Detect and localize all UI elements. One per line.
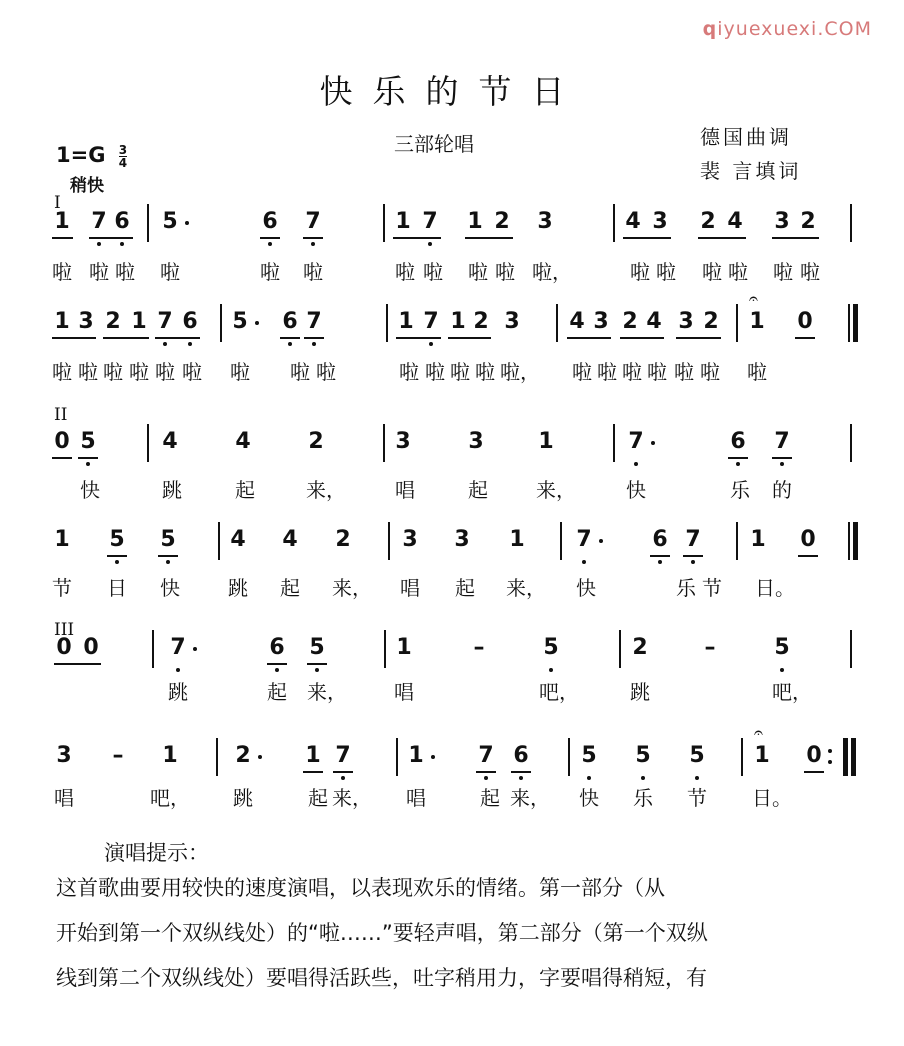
low-octave-dot xyxy=(97,242,101,246)
underline-beam xyxy=(307,663,327,665)
underline-beam xyxy=(465,237,513,239)
part-label-1: I xyxy=(54,193,61,213)
lyric-syllable: 啦 xyxy=(450,360,470,384)
low-octave-dot xyxy=(341,776,345,780)
lyric-syllable: 啦 xyxy=(316,360,336,384)
note: 1 xyxy=(396,635,412,660)
underline-beam xyxy=(267,663,287,665)
lyric-syllable: 日。 xyxy=(752,786,792,810)
bar-line xyxy=(850,630,852,668)
note: 1 xyxy=(749,309,765,334)
note: 3 xyxy=(402,527,418,552)
lyric-syllable: 起 xyxy=(235,478,255,502)
note: 5 xyxy=(160,527,176,552)
lyric-syllable: 啦 xyxy=(160,260,180,284)
bar-line xyxy=(560,522,562,560)
lyric-syllable: 啦 xyxy=(423,260,443,284)
lyric-syllable: 啦 xyxy=(674,360,694,384)
lyric-syllable: 起 xyxy=(468,478,488,502)
note: 7 xyxy=(774,429,790,454)
lyric-syllable: 啦 xyxy=(728,260,748,284)
note: 6 xyxy=(730,429,746,454)
lyric-syllable: 唱 xyxy=(406,786,426,810)
lyric-syllable: 啦 xyxy=(800,260,820,284)
underline-beam xyxy=(728,457,748,459)
lyric-syllable: 啦 xyxy=(468,260,488,284)
note: 6 xyxy=(114,209,130,234)
note: 0 xyxy=(806,743,822,768)
note: 2 xyxy=(105,309,121,334)
underline-beam xyxy=(676,337,721,339)
lyric-syllable: 啦， xyxy=(532,260,572,284)
lyric-syllable: 啦 xyxy=(115,260,135,284)
underline-beam xyxy=(54,663,101,665)
note: 7 xyxy=(422,209,438,234)
note: 1 xyxy=(131,309,147,334)
note: 1 xyxy=(54,209,70,234)
low-octave-dot xyxy=(780,462,784,466)
bar-line xyxy=(220,304,222,342)
part-label-2: II xyxy=(54,405,68,425)
note: 3 xyxy=(593,309,609,334)
note: 3 xyxy=(454,527,470,552)
note: 4 xyxy=(646,309,662,334)
lyric-syllable: 来， xyxy=(332,576,372,600)
lyric-syllable: 啦 xyxy=(495,260,515,284)
low-octave-dot xyxy=(163,342,167,346)
lyric-syllable: 快 xyxy=(626,478,646,502)
bar-line xyxy=(388,522,390,560)
underline-beam xyxy=(303,771,323,773)
note: 3 xyxy=(678,309,694,334)
bar-line xyxy=(218,522,220,560)
note: 3 xyxy=(774,209,790,234)
note: 5 xyxy=(232,309,248,334)
note: 4 xyxy=(282,527,298,552)
lyrics-credit: 裴 言填词 xyxy=(700,159,802,183)
time-bottom: 4 xyxy=(118,155,128,170)
lyric-syllable: 啦 xyxy=(700,360,720,384)
note: 2 xyxy=(622,309,638,334)
lyric-syllable: 来， xyxy=(510,786,550,810)
lyric-syllable: 啦 xyxy=(103,360,123,384)
note: 5 xyxy=(774,635,790,660)
repeat-dot xyxy=(828,749,832,753)
lyric-syllable: 啦 xyxy=(475,360,495,384)
lyric-syllable: 啦 xyxy=(78,360,98,384)
site-watermark: qiyuexuexi.COM xyxy=(702,18,872,40)
lyric-syllable: 吧， xyxy=(150,786,190,810)
lyric-syllable: 唱 xyxy=(400,576,420,600)
underline-beam xyxy=(511,771,531,773)
bar-line xyxy=(736,304,738,342)
bar-line xyxy=(568,738,570,776)
lyric-syllable: 啦 xyxy=(395,260,415,284)
lyric-syllable: 来， xyxy=(332,786,372,810)
note: – xyxy=(112,743,124,768)
lyric-syllable: 乐 xyxy=(633,786,653,810)
lyric-syllable: 啦 xyxy=(597,360,617,384)
bar-line xyxy=(216,738,218,776)
note: – xyxy=(473,635,485,660)
lyric-syllable: 唱 xyxy=(54,786,74,810)
low-octave-dot xyxy=(484,776,488,780)
note: 1 xyxy=(754,743,770,768)
lyric-syllable: 快 xyxy=(579,786,599,810)
lyric-syllable: 啦 xyxy=(290,360,310,384)
lyric-syllable: 啦 xyxy=(52,360,72,384)
repeat-dot xyxy=(828,760,832,764)
lyric-syllable: 吧， xyxy=(539,680,579,704)
underline-beam xyxy=(89,237,133,239)
lyric-syllable: 唱 xyxy=(395,478,415,502)
note: 3 xyxy=(537,209,553,234)
tips-heading: 演唱提示： xyxy=(104,841,209,865)
lyric-syllable: 跳 xyxy=(233,786,253,810)
lyric-syllable: 啦 xyxy=(647,360,667,384)
note: 7 xyxy=(685,527,701,552)
underline-beam xyxy=(772,457,792,459)
bar-line xyxy=(386,304,388,342)
lyric-syllable: 来， xyxy=(506,576,546,600)
lyric-syllable: 节 xyxy=(52,576,72,600)
time-signature xyxy=(119,144,127,169)
note: 2 xyxy=(494,209,510,234)
lyric-syllable: 乐 xyxy=(676,576,696,600)
note: 5 xyxy=(581,743,597,768)
lyric-syllable: 起 xyxy=(480,786,500,810)
lyric-syllable: 乐 xyxy=(730,478,750,502)
underline-beam xyxy=(567,337,611,339)
low-octave-dot xyxy=(587,776,591,780)
low-octave-dot xyxy=(582,560,586,564)
note: 6 xyxy=(652,527,668,552)
underline-beam xyxy=(683,555,703,557)
lyric-syllable: 来， xyxy=(306,478,346,502)
note: 7 xyxy=(423,309,439,334)
note: 4 xyxy=(162,429,178,454)
underline-beam xyxy=(52,457,72,459)
note: 4 xyxy=(230,527,246,552)
lyric-syllable: 啦 xyxy=(89,260,109,284)
note: 2 xyxy=(235,743,251,768)
lyric-syllable: 跳 xyxy=(228,576,248,600)
note: 2 xyxy=(632,635,648,660)
bar-line xyxy=(619,630,621,668)
underline-beam xyxy=(103,337,149,339)
note: 0 xyxy=(83,635,99,660)
note: 0 xyxy=(56,635,72,660)
note: 1 xyxy=(162,743,178,768)
underline-beam xyxy=(155,337,200,339)
low-octave-dot xyxy=(115,560,119,564)
note: 1 xyxy=(54,527,70,552)
lyric-syllable: 啦 xyxy=(182,360,202,384)
low-octave-dot xyxy=(288,342,292,346)
note: 1 xyxy=(54,309,70,334)
note: 5 xyxy=(162,209,178,234)
lyric-syllable: 啦 xyxy=(155,360,175,384)
note: 1 xyxy=(467,209,483,234)
music-credit: 德国曲调 xyxy=(700,125,792,149)
low-octave-dot xyxy=(315,668,319,672)
time-top: 3 xyxy=(118,142,128,157)
underline-beam xyxy=(650,555,670,557)
low-octave-dot xyxy=(86,462,90,466)
note: 4 xyxy=(625,209,641,234)
final-bar-line xyxy=(853,304,858,342)
low-octave-dot xyxy=(658,560,662,564)
note: 3 xyxy=(395,429,411,454)
final-bar-line xyxy=(843,738,848,776)
bar-line xyxy=(741,738,743,776)
note: 5 xyxy=(109,527,125,552)
bar-line xyxy=(848,522,850,560)
tempo-marking: 稍快 xyxy=(70,176,104,196)
note: 7 xyxy=(335,743,351,768)
lyric-syllable: 啦 xyxy=(399,360,419,384)
note: 1 xyxy=(750,527,766,552)
low-octave-dot xyxy=(519,776,523,780)
note: 3 xyxy=(78,309,94,334)
lyric-syllable: 啦 xyxy=(572,360,592,384)
lyric-syllable: 跳 xyxy=(630,680,650,704)
final-bar-line xyxy=(851,738,856,776)
low-octave-dot xyxy=(695,776,699,780)
underline-beam xyxy=(798,555,818,557)
low-octave-dot xyxy=(268,242,272,246)
note: 5 xyxy=(689,743,705,768)
underline-beam xyxy=(260,237,280,239)
underline-beam xyxy=(476,771,496,773)
note: 6 xyxy=(513,743,529,768)
final-bar-line xyxy=(853,522,858,560)
low-octave-dot xyxy=(780,668,784,672)
low-octave-dot xyxy=(429,342,433,346)
note: 7 xyxy=(628,429,644,454)
low-octave-dot xyxy=(641,776,645,780)
note: 2 xyxy=(473,309,489,334)
song-subtitle: 三部轮唱 xyxy=(394,132,474,156)
underline-beam xyxy=(78,457,98,459)
low-octave-dot xyxy=(312,342,316,346)
underline-beam xyxy=(280,337,300,339)
lyric-syllable: 啦 xyxy=(425,360,445,384)
underline-beam xyxy=(393,237,441,239)
note: 1 xyxy=(408,743,424,768)
low-octave-dot xyxy=(428,242,432,246)
underline-beam xyxy=(623,237,671,239)
lyric-syllable: 吧， xyxy=(772,680,812,704)
page-crop-edge xyxy=(0,1008,904,1041)
lyric-syllable: 唱 xyxy=(394,680,414,704)
low-octave-dot xyxy=(691,560,695,564)
key-signature xyxy=(56,143,127,169)
song-title: 快乐的节日 xyxy=(319,72,585,111)
note: 1 xyxy=(509,527,525,552)
lyric-syllable: 起 xyxy=(280,576,300,600)
note: 2 xyxy=(700,209,716,234)
bar-line xyxy=(147,424,149,462)
lyric-syllable: 啦 xyxy=(630,260,650,284)
low-octave-dot xyxy=(634,462,638,466)
lyric-syllable: 跳 xyxy=(162,478,182,502)
note: 6 xyxy=(282,309,298,334)
fermata-icon: 𝄐 xyxy=(749,289,758,308)
note: 3 xyxy=(652,209,668,234)
bar-line xyxy=(556,304,558,342)
note: 3 xyxy=(504,309,520,334)
note: 7 xyxy=(157,309,173,334)
note: 5 xyxy=(309,635,325,660)
lyric-syllable: 啦 xyxy=(773,260,793,284)
underline-beam xyxy=(333,771,353,773)
note: 4 xyxy=(235,429,251,454)
underline-beam xyxy=(772,237,819,239)
note: 6 xyxy=(182,309,198,334)
note: 0 xyxy=(797,309,813,334)
underline-beam xyxy=(52,337,96,339)
low-octave-dot xyxy=(275,668,279,672)
underline-beam xyxy=(620,337,664,339)
low-octave-dot xyxy=(188,342,192,346)
bar-line xyxy=(383,424,385,462)
note: 7 xyxy=(306,309,322,334)
note: 6 xyxy=(269,635,285,660)
lyric-syllable: 来， xyxy=(307,680,347,704)
note: 2 xyxy=(800,209,816,234)
note: 5 xyxy=(80,429,96,454)
lyric-syllable: 啦 xyxy=(260,260,280,284)
lyric-syllable: 起 xyxy=(267,680,287,704)
bar-line xyxy=(613,424,615,462)
lyric-syllable: 日。 xyxy=(755,576,795,600)
lyric-syllable: 啦 xyxy=(622,360,642,384)
bar-line xyxy=(147,204,149,242)
lyric-syllable: 日 xyxy=(107,576,127,600)
note: 7 xyxy=(478,743,494,768)
bar-line xyxy=(384,630,386,668)
note: 7 xyxy=(91,209,107,234)
augmentation-dot xyxy=(431,755,435,759)
underline-beam xyxy=(804,771,824,773)
lyric-syllable: 啦， xyxy=(500,360,540,384)
note: 5 xyxy=(635,743,651,768)
augmentation-dot xyxy=(599,539,603,543)
lyric-syllable: 啦 xyxy=(747,360,767,384)
tips-line-3: 线到第二个双纵线处）要唱得活跃些，吐字稍用力，字要唱得稍短，有 xyxy=(56,966,707,990)
part-label-3: III xyxy=(54,620,75,640)
augmentation-dot xyxy=(193,647,197,651)
note: 1 xyxy=(450,309,466,334)
augmentation-dot xyxy=(255,321,259,325)
lyric-syllable: 啦 xyxy=(129,360,149,384)
low-octave-dot xyxy=(549,668,553,672)
lyric-syllable: 节 xyxy=(687,786,707,810)
tips-line-2: 开始到第一个双纵线处）的“啦……”要轻声唱，第二部分（第一个双纵 xyxy=(56,921,708,945)
underline-beam xyxy=(304,337,324,339)
lyric-syllable: 节 xyxy=(702,576,722,600)
low-octave-dot xyxy=(176,668,180,672)
bar-line xyxy=(850,204,852,242)
lyric-syllable: 快 xyxy=(160,576,180,600)
note: 6 xyxy=(262,209,278,234)
underline-beam xyxy=(795,337,815,339)
bar-line xyxy=(848,304,850,342)
lyric-syllable: 啦 xyxy=(230,360,250,384)
note: 7 xyxy=(170,635,186,660)
underline-beam xyxy=(396,337,441,339)
lyric-syllable: 跳 xyxy=(168,680,188,704)
note: 0 xyxy=(54,429,70,454)
augmentation-dot xyxy=(258,755,262,759)
fermata-icon: 𝄐 xyxy=(754,723,763,742)
key-text: 1=G xyxy=(56,143,106,167)
note: 3 xyxy=(56,743,72,768)
note: 3 xyxy=(468,429,484,454)
low-octave-dot xyxy=(311,242,315,246)
lyric-syllable: 快 xyxy=(576,576,596,600)
lyric-syllable: 快 xyxy=(80,478,100,502)
underline-beam xyxy=(303,237,323,239)
augmentation-dot xyxy=(651,441,655,445)
low-octave-dot xyxy=(166,560,170,564)
lyric-syllable: 啦 xyxy=(52,260,72,284)
low-octave-dot xyxy=(736,462,740,466)
lyric-syllable: 起 xyxy=(308,786,328,810)
bar-line xyxy=(613,204,615,242)
note: 7 xyxy=(576,527,592,552)
note: 5 xyxy=(543,635,559,660)
note: 2 xyxy=(703,309,719,334)
low-octave-dot xyxy=(120,242,124,246)
lyric-syllable: 啦 xyxy=(303,260,323,284)
bar-line xyxy=(152,630,154,668)
augmentation-dot xyxy=(185,221,189,225)
note: 4 xyxy=(727,209,743,234)
bar-line xyxy=(396,738,398,776)
note: 1 xyxy=(538,429,554,454)
lyric-syllable: 来， xyxy=(536,478,576,502)
note: 1 xyxy=(398,309,414,334)
lyric-syllable: 啦 xyxy=(656,260,676,284)
note: 1 xyxy=(395,209,411,234)
note: 0 xyxy=(800,527,816,552)
underline-beam xyxy=(107,555,127,557)
bar-line xyxy=(736,522,738,560)
bar-line xyxy=(850,424,852,462)
note: 2 xyxy=(308,429,324,454)
underline-beam xyxy=(698,237,746,239)
underline-beam xyxy=(52,237,73,239)
note: 1 xyxy=(305,743,321,768)
tips-line-1: 这首歌曲要用较快的速度演唱，以表现欢乐的情绪。第一部分（从 xyxy=(56,876,665,900)
underline-beam xyxy=(448,337,491,339)
note: – xyxy=(704,635,716,660)
note: 7 xyxy=(305,209,321,234)
lyric-syllable: 的 xyxy=(772,478,792,502)
lyric-syllable: 起 xyxy=(455,576,475,600)
bar-line xyxy=(383,204,385,242)
lyric-syllable: 啦 xyxy=(702,260,722,284)
note: 2 xyxy=(335,527,351,552)
underline-beam xyxy=(158,555,178,557)
note: 4 xyxy=(569,309,585,334)
